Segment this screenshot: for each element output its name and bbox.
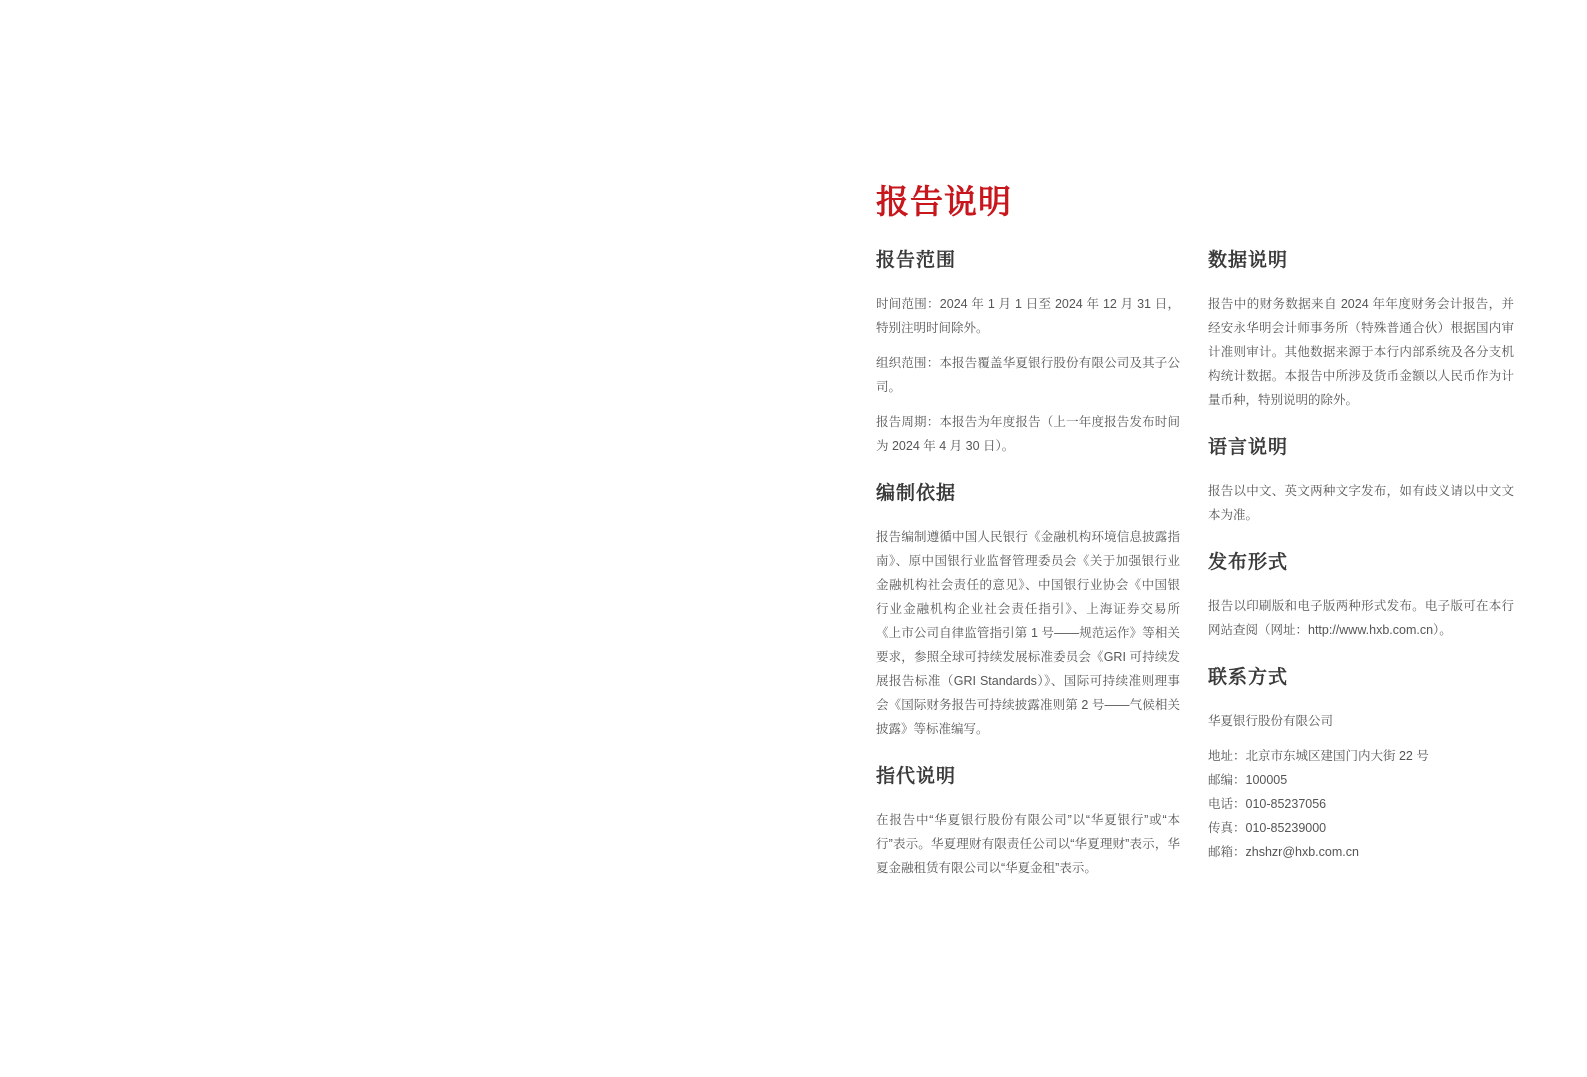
publication-section [1208, 547, 1514, 642]
contact-company: 华夏银行股份有限公司 [1208, 714, 1334, 728]
report-scope-section [876, 245, 1180, 458]
references-title: 指代说明 [876, 766, 957, 787]
references-section [876, 761, 1180, 880]
references-text: 在报告中“华夏银行股份有限公司”以“华夏银行”或“本行”表示。华夏理财有限责任公司以“华夏理财”表示，华夏金融租赁有限公司以“华夏金租”表示。 [876, 813, 1180, 875]
time-range-text: 时间范围：2024 年 1 月 1 日至 2024 年 12 月 31 日，特别注明时间除外。 [876, 297, 1180, 335]
data-note-text: 报告中的财务数据来自 2024 年年度财务会计报告，并经安永华明会计师事务所（特殊普通合伙）根据国内审计准则审计。其他数据来源于本行内部系统及各分支机构统计数据。本报告中所涉及货币金额以人民币作为计量币种，特别说明的除外。 [1208, 297, 1514, 407]
data-note-section [1208, 245, 1514, 412]
contact-postcode: 邮编：100005 [1208, 773, 1288, 787]
basis-section [876, 478, 1180, 741]
report-scope-title: 报告范围 [876, 250, 957, 271]
left-column [876, 245, 1180, 891]
contact-section [1208, 662, 1514, 864]
language-text: 报告以中文、英文两种文字发布，如有歧义请以中文文本为准。 [1208, 484, 1514, 522]
page-title: 报告说明 [876, 183, 1012, 220]
contact-email: 邮箱：zhshzr@hxb.com.cn [1208, 845, 1359, 859]
data-note-title: 数据说明 [1208, 250, 1289, 271]
contact-title: 联系方式 [1208, 667, 1289, 688]
contact-address: 地址：北京市东城区建国门内大街 22 号 [1208, 749, 1429, 763]
report-period-text: 报告周期：本报告为年度报告（上一年度报告发布时间为 2024 年 4 月 30 日）。 [876, 415, 1180, 453]
contact-fax: 传真：010-85239000 [1208, 821, 1327, 835]
publication-title: 发布形式 [1208, 552, 1289, 573]
basis-title: 编制依据 [876, 483, 957, 504]
language-title: 语言说明 [1208, 437, 1289, 458]
language-section [1208, 432, 1514, 527]
right-column [1208, 245, 1514, 864]
publication-text: 报告以印刷版和电子版两种形式发布。电子版可在本行网站查阅（网址：http://www.hxb.com.cn）。 [1208, 599, 1514, 637]
org-range-text: 组织范围：本报告覆盖华夏银行股份有限公司及其子公司。 [876, 356, 1180, 394]
contact-phone: 电话：010-85237056 [1208, 797, 1327, 811]
basis-text: 报告编制遵循中国人民银行《金融机构环境信息披露指南》、原中国银行业监督管理委员会《关于加强银行业金融机构社会责任的意见》、中国银行业协会《中国银行业金融机构企业社会责任指引》、上海证券交易所《上市公司自律监管指引第 1 号——规范运作》等相关要求，参照全球可持续发展标准委员会《GRI 可持续发展报告标准（GRI Standards）》、国际可持续准则理事会《国际财务报告可持续披露准则第 2 号——气候相关披露》等标准编写。 [876, 530, 1180, 736]
